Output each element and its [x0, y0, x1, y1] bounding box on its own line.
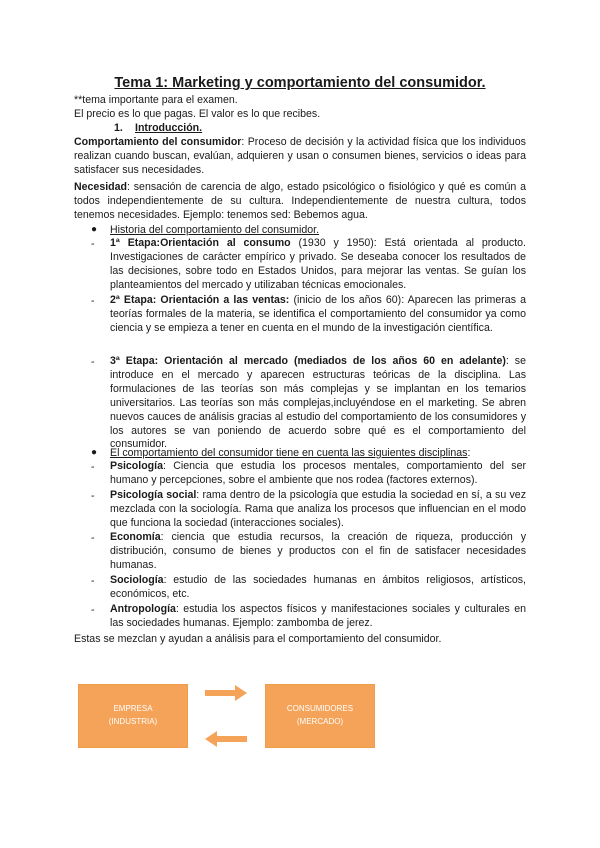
- section-heading: Introducción.: [135, 122, 203, 134]
- etapa-text: (1930 y 1950): Está orientada al producto. Investigaciones de carácter empírico y privado. Se deseaba conocer los resultados de las decisiones, sobre todo en Estados Unidos, para mejorar las ventas. Se guían los planteamientos del mercado y utilizaban técnicas emocionales.: [110, 237, 526, 291]
- dash-icon: -: [91, 490, 95, 502]
- disciplina-item: [110, 489, 526, 531]
- term-comportamiento: Comportamiento del consumidor: [74, 136, 242, 148]
- empresa-label: EMPRESA: [113, 704, 153, 713]
- dash-icon: -: [91, 532, 95, 544]
- disciplina-item: [110, 574, 526, 602]
- bullet-dot-icon: ●: [91, 447, 98, 458]
- disciplina-text: : ciencia que estudia recursos, la creación de riqueza, producción y distribución, consumo de bienes y productos con el fin de satisfacer necesidades humanas.: [110, 531, 526, 571]
- dash-icon: -: [91, 575, 95, 587]
- disciplinas-label: El comportamiento del consumidor tiene en cuenta las siguientes disciplinas: [110, 447, 468, 459]
- etapa-head: 1ª Etapa:Orientación al consumo: [110, 237, 291, 249]
- arrow-right-icon: [204, 684, 248, 702]
- disciplina-head: Psicología: [110, 460, 163, 472]
- empresa-sublabel: (INDUSTRIA): [108, 717, 158, 726]
- etapa-head: 3ª Etapa: Orientación al mercado (mediados de los años 60 en adelante): [110, 355, 506, 367]
- dash-icon: -: [91, 238, 95, 250]
- consumidores-sublabel: (MERCADO): [296, 717, 344, 726]
- consumidores-box: [265, 684, 375, 748]
- historia-label: Historia del comportamiento del consumidor.: [110, 224, 320, 236]
- dash-icon: -: [91, 295, 95, 307]
- text-necesidad: : sensación de carencia de algo, estado psicológico o fisiológico y qué es común a todos independientemente de su cultura. Independientemente de nuestra cultura, todos tenemos necesidades. Ejemplo: tenemos sed: Bebemos agua.: [74, 181, 526, 221]
- disciplina-head: Psicología social: [110, 489, 197, 501]
- etapa-item: [110, 355, 526, 452]
- etapa-item: [110, 237, 526, 293]
- arrow-left-icon: [204, 730, 248, 748]
- closing-text: Estas se mezclan y ayudan a análisis para el comportamiento del consumidor.: [74, 633, 442, 645]
- etapa-text: (inicio de los años 60): Aparecen las primeras a teorías formales de la materia, se identifica el comportamiento del consumidor ya como ciencia y se empieza a tener en cuenta en el mundo de la investigación científica.: [110, 294, 526, 334]
- disciplinas-intro: El comportamiento del consumidor tiene en cuenta las siguientes disciplinas:: [110, 447, 471, 459]
- definition-necesidad: [74, 180, 526, 222]
- empresa-box: [78, 684, 188, 748]
- disciplina-head: Sociología: [110, 574, 164, 586]
- disciplina-item: [110, 460, 526, 488]
- disciplina-text: : Ciencia que estudia los procesos mentales, comportamiento del ser humano y percepciones, sobre el ambiente que nos rodea (factores externos).: [110, 460, 526, 486]
- disciplina-text: : estudio de las sociedades humanas en ámbitos religiosos, artísticos, económicos, etc.: [110, 574, 526, 600]
- section-number: 1.: [114, 122, 123, 134]
- dash-icon: -: [91, 356, 95, 368]
- disciplina-head: Economía: [110, 531, 161, 543]
- etapa-head: 2ª Etapa: Orientación a las ventas:: [110, 294, 290, 306]
- etapa-item: [110, 294, 526, 336]
- disciplina-item: [110, 603, 526, 631]
- consumidores-label: CONSUMIDORES: [286, 704, 354, 713]
- etapa-text: : se introduce en el mercado y aparecen estructuras teóricas de la disciplina. Las formulaciones de las teorías son más complejas y se implantan en los temarios universitarios. Las teorías son más complejas,incluyéndose en el marketing. Se abren nuevos cauces de análisis gracias al estudio del comportamiento de los consumidores y los autores se van poniendo de acuerdo sobre qué es el comportamiento del consumidor.: [110, 355, 526, 451]
- term-necesidad: Necesidad: [74, 181, 127, 193]
- dash-icon: -: [91, 604, 95, 616]
- bullet-dot-icon: ●: [91, 224, 98, 235]
- dash-icon: -: [91, 461, 95, 473]
- disciplina-head: Antropología: [110, 603, 176, 615]
- disciplina-text: : rama dentro de la psicología que estudia la sociedad en sí, a su vez mezclada con la sociología. Rama que analiza los procesos que influencian en el modo que funciona la sociedad (interacciones sociales).: [110, 489, 526, 529]
- disciplina-item: [110, 531, 526, 573]
- disciplina-text: : estudia los aspectos físicos y manifestaciones sociales y culturales en las sociedades humanas. Ejemplo: zambomba de jerez.: [110, 603, 526, 629]
- note-exam: **tema importante para el examen.: [74, 94, 238, 106]
- page-title: Tema 1: Marketing y comportamiento del consumidor.: [114, 75, 486, 91]
- note-quote: El precio es lo que pagas. El valor es lo que recibes.: [74, 108, 321, 120]
- definition-comportamiento: [74, 135, 526, 177]
- text-comportamiento: : Proceso de decisión y la actividad física que los individuos realizan cuando buscan, evalúan, adquieren y usan o consumen bienes, servicios o ideas para satisfacer sus necesidades.: [74, 136, 526, 176]
